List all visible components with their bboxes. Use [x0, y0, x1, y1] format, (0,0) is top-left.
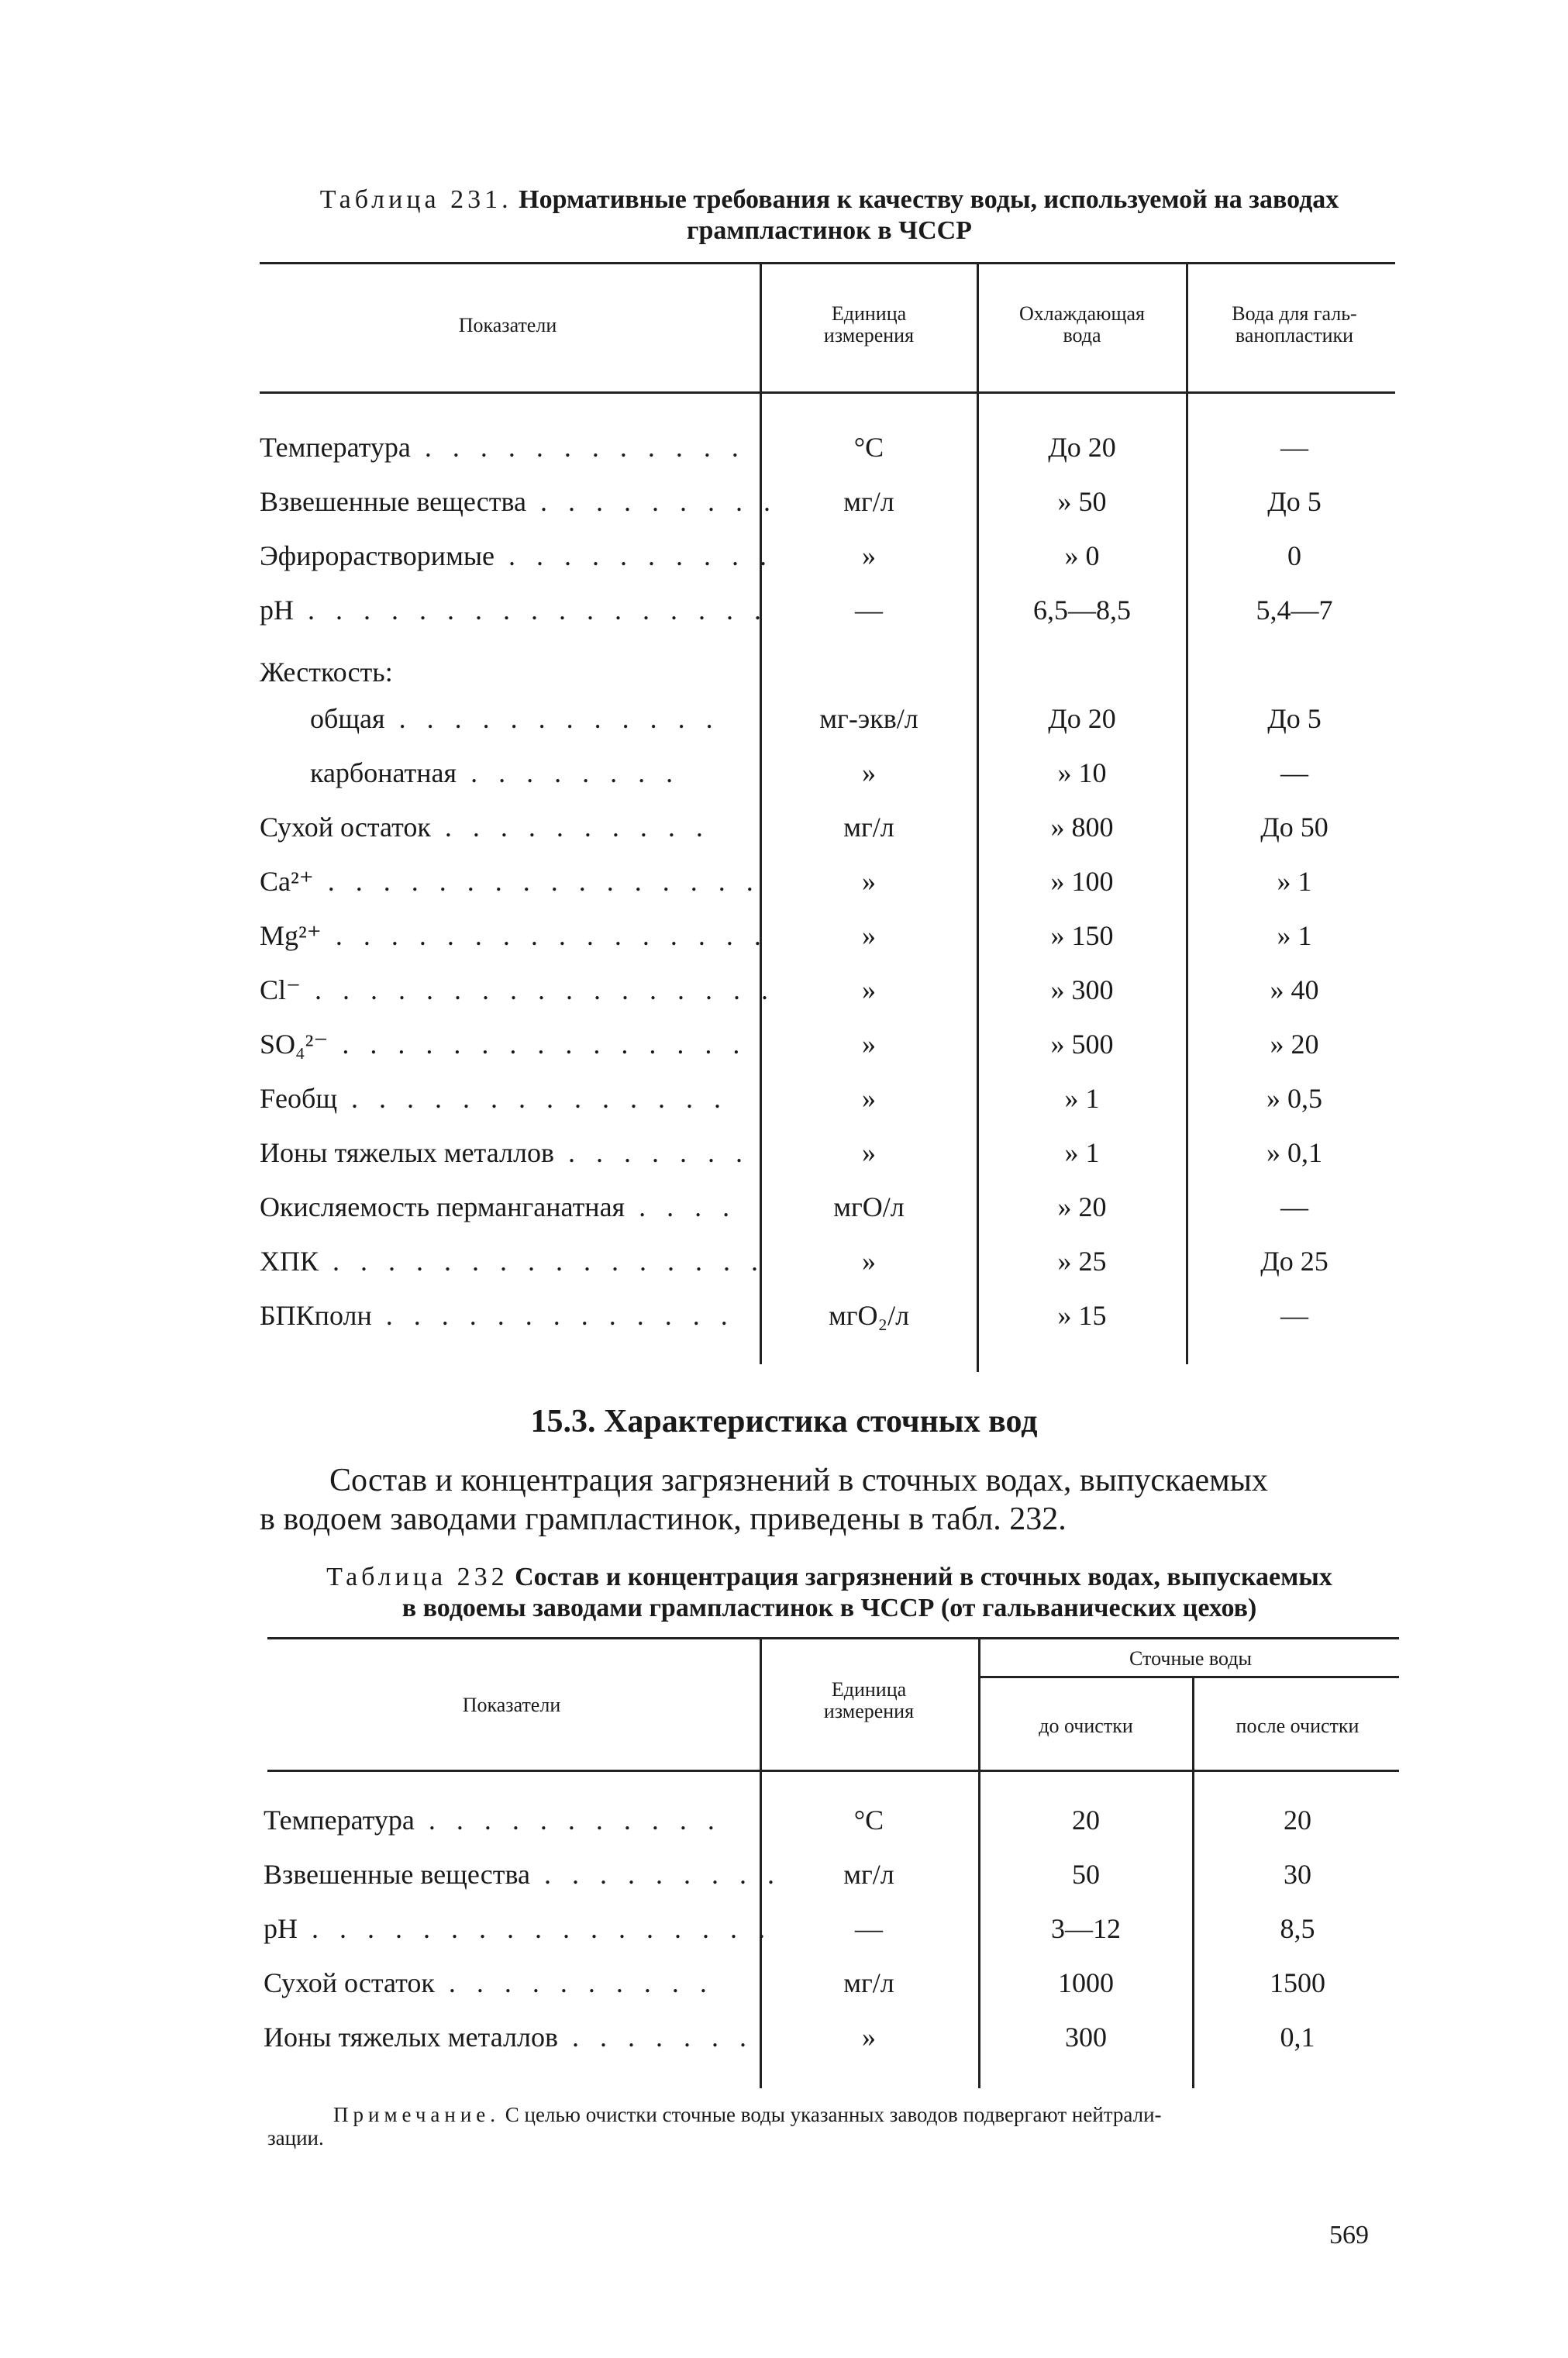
section-paragraph-line2: в водоем заводами грампластинок, приведены в табл. 232. [260, 1501, 1067, 1537]
table-cell-unit: » [862, 2022, 876, 2053]
table-cell-galv: » 1 [1277, 866, 1312, 897]
table-row-label: ХПК . . . . . . . . . . . . . . . . [260, 1246, 766, 1277]
table-231-header-unit-1: Единица [831, 302, 907, 325]
table-cell-cool: » 100 [1050, 866, 1114, 897]
table-cell-cool: 6,5—8,5 [1033, 595, 1131, 626]
table-232-col-divider-3 [1192, 1677, 1194, 2088]
table-cell-galv: — [1280, 1300, 1308, 1331]
table-cell-unit: °С [853, 1805, 884, 1836]
table-cell-cool: » 10 [1057, 757, 1107, 788]
table-cell-before: 1000 [1058, 1967, 1114, 1998]
table-cell-cool: До 20 [1048, 703, 1116, 734]
table-cell-galv: » 1 [1277, 920, 1312, 951]
table-cell-cool: » 20 [1057, 1191, 1107, 1222]
table-note-text: С целью очистки сточные воды указанных заводов подвергают нейтрали- [505, 2103, 1162, 2126]
table-cell-unit: мгO/л [833, 1191, 905, 1222]
table-cell-before: 300 [1065, 2022, 1107, 2053]
table-231-col-divider-3 [1186, 264, 1188, 1364]
table-cell-galv: До 50 [1260, 812, 1328, 843]
table-cell-unit: » [862, 1083, 876, 1114]
table-cell-unit: » [862, 1137, 876, 1168]
table-232-header-after: после очистки [1235, 1715, 1360, 1737]
table-cell-unit: » [862, 757, 876, 788]
table-row-label: SO₄²⁻ . . . . . . . . . . . . . . . [260, 1029, 747, 1060]
table-cell-galv: » 20 [1270, 1029, 1319, 1060]
table-note-line1 [333, 2102, 1162, 2127]
table-cell-after: 20 [1284, 1805, 1311, 1836]
table-cell-unit: » [862, 920, 876, 951]
table-cell-galv: 0 [1287, 540, 1301, 571]
table-cell-unit: °С [853, 432, 884, 463]
table-232-header-group: Сточные воды [1129, 1647, 1252, 1670]
table-row-label: Mg²⁺ . . . . . . . . . . . . . . . . [260, 920, 768, 951]
section-paragraph-line1: Состав и концентрация загрязнений в сточных водах, выпускаемых [329, 1463, 1268, 1498]
table-cell-unit: мг/л [843, 1859, 894, 1890]
table-231-header-unit-2: измерения [823, 324, 915, 346]
section-heading: 15.3. Характеристика сточных вод [530, 1404, 1038, 1439]
table-231-title-line2: грампластинок в ЧССР [687, 216, 972, 245]
table-cell-unit: мг/л [843, 486, 894, 517]
table-232-header-rule [267, 1770, 1399, 1772]
table-232-label: Таблица 232 [326, 1563, 508, 1591]
table-232-header-unit-1: Единица [831, 1678, 907, 1701]
table-note-label: Примечание. [333, 2103, 501, 2126]
table-231-header-cool-1: Охлаждающая [1019, 302, 1145, 325]
table-row-label: общая . . . . . . . . . . . . [310, 703, 720, 734]
table-cell-unit: мгO₂/л [828, 1300, 910, 1331]
table-cell-unit: мг-экв/л [819, 703, 918, 734]
table-cell-galv: 5,4—7 [1256, 595, 1333, 626]
page-number: 569 [1329, 2221, 1369, 2249]
table-cell-cool: » 15 [1057, 1300, 1107, 1331]
table-231-caption [256, 184, 1403, 215]
table-cell-unit: мг/л [843, 812, 894, 843]
table-row-label: Взвешенные вещества . . . . . . . . . [260, 486, 777, 517]
table-row-label: Ионы тяжелых металлов . . . . . . . [264, 2022, 753, 2053]
table-232-top-rule [267, 1637, 1399, 1639]
table-row-label: Ионы тяжелых металлов . . . . . . . [260, 1137, 750, 1168]
table-231-col-divider-1 [760, 264, 762, 1364]
table-232-col-divider-2 [978, 1639, 980, 2088]
table-231-header-galv-2: ванопластики [1235, 324, 1354, 346]
table-cell-cool: До 20 [1048, 432, 1116, 463]
table-cell-after: 8,5 [1280, 1913, 1315, 1944]
table-cell-cool: » 25 [1057, 1246, 1107, 1277]
table-cell-galv: До 5 [1267, 703, 1322, 734]
table-232-header-unit-2: измерения [823, 1700, 915, 1722]
table-cell-after: 30 [1284, 1859, 1311, 1890]
table-232-group-rule [980, 1676, 1399, 1678]
table-cell-unit: » [862, 866, 876, 897]
table-cell-cool: » 50 [1057, 486, 1107, 517]
table-231-title-line1: Нормативные требования к качеству воды, используемой на заводах [519, 185, 1339, 214]
table-row-label: БПКполн . . . . . . . . . . . . . [260, 1300, 735, 1331]
table-231-header-rule [260, 391, 1395, 394]
table-231-header-cool-2: вода [1063, 324, 1101, 346]
table-cell-unit: — [855, 595, 883, 626]
table-row-label: pH . . . . . . . . . . . . . . . . . [260, 595, 768, 626]
table-231-header-param: Показатели [458, 314, 557, 336]
table-row-label: Температура . . . . . . . . . . . [264, 1805, 722, 1836]
table-cell-after: 1500 [1270, 1967, 1325, 1998]
table-cell-unit: мг/л [843, 1967, 894, 1998]
table-row-label: Окисляемость перманганатная . . . . [260, 1191, 737, 1222]
table-cell-cool: » 1 [1064, 1137, 1100, 1168]
table-cell-cool: » 150 [1050, 920, 1114, 951]
table-note-line2: зации. [267, 2126, 324, 2149]
table-cell-galv: До 5 [1267, 486, 1322, 517]
table-row-label: Сухой остаток . . . . . . . . . . [264, 1967, 714, 1998]
table-row-label: Эфирорастворимые . . . . . . . . . . [260, 540, 774, 571]
table-cell-unit: — [855, 1913, 883, 1944]
table-232-header-before: до очистки [1039, 1715, 1133, 1737]
table-231-label: Таблица 231. [319, 185, 512, 214]
table-232-title-line1: Состав и концентрация загрязнений в сточных водах, выпускаемых [515, 1563, 1332, 1591]
table-cell-galv: » 0,5 [1266, 1083, 1322, 1114]
table-231-col-divider-2 [977, 264, 979, 1372]
table-cell-galv: До 25 [1260, 1246, 1328, 1277]
table-row-label: карбонатная . . . . . . . . [310, 757, 681, 788]
table-cell-galv: — [1280, 432, 1308, 463]
table-cell-galv: — [1280, 757, 1308, 788]
table-cell-unit: » [862, 1029, 876, 1060]
table-cell-cool: » 300 [1050, 974, 1114, 1005]
table-row-label: Взвешенные вещества . . . . . . . . . [264, 1859, 781, 1890]
table-232-title-line2: в водоемы заводами грампластинок в ЧССР (от гальванических цехов) [401, 1594, 1257, 1622]
table-cell-after: 0,1 [1280, 2022, 1315, 2053]
table-232-header-param: Показатели [462, 1694, 561, 1716]
table-cell-before: 3—12 [1051, 1913, 1121, 1944]
table-cell-before: 50 [1072, 1859, 1100, 1890]
table-232-caption [256, 1562, 1403, 1593]
table-231-header-galv-1: Вода для галь- [1232, 302, 1357, 325]
table-row-label: Температура . . . . . . . . . . . . [260, 432, 746, 463]
table-cell-before: 20 [1072, 1805, 1100, 1836]
table-row-label: Cl⁻ . . . . . . . . . . . . . . . . . [260, 974, 776, 1005]
table-cell-unit: » [862, 974, 876, 1005]
table-row-label: Жесткость: [260, 657, 393, 688]
table-cell-unit: » [862, 1246, 876, 1277]
table-row-label: pH . . . . . . . . . . . . . . . . . [264, 1913, 772, 1944]
table-row-label: Ca²⁺ . . . . . . . . . . . . . . . . [260, 866, 760, 897]
table-231-top-rule [260, 262, 1395, 264]
table-cell-unit: » [862, 540, 876, 571]
table-cell-cool: » 500 [1050, 1029, 1114, 1060]
table-cell-cool: » 800 [1050, 812, 1114, 843]
table-cell-cool: » 0 [1064, 540, 1100, 571]
table-row-label: Feобщ . . . . . . . . . . . . . . [260, 1083, 729, 1114]
table-cell-cool: » 1 [1064, 1083, 1100, 1114]
table-row-label: Сухой остаток . . . . . . . . . . [260, 812, 710, 843]
table-cell-galv: » 40 [1270, 974, 1319, 1005]
table-cell-galv: » 0,1 [1266, 1137, 1322, 1168]
table-cell-galv: — [1280, 1191, 1308, 1222]
